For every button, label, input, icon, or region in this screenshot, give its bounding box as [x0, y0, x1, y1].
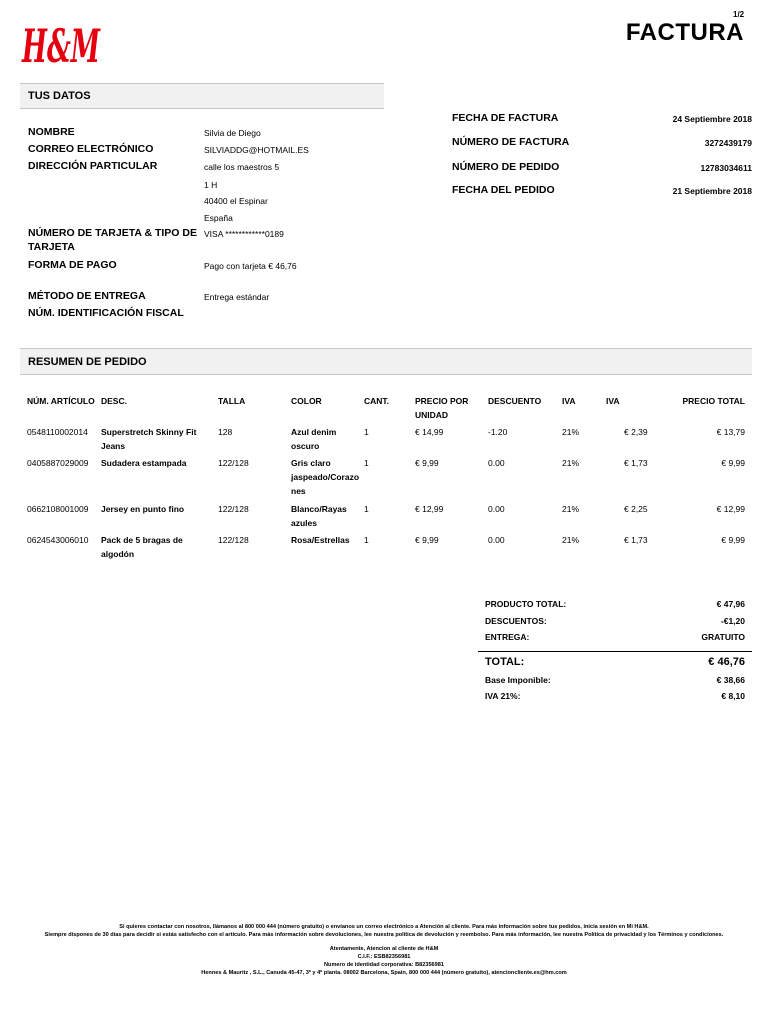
cell-article: 0548110002014: [27, 427, 88, 437]
name-label: NOMBRE: [28, 126, 75, 138]
footer-company-address: Hennes & Mauritz , S.L., Canuda 45-47, 3º y 4º planta. 08002 Barcelona, Spain, 800 000 444 (número gratuito), atencioncliente.es@hm.com: [201, 969, 567, 976]
column-header-discount: DESCUENTO: [488, 396, 542, 406]
cell-size: 122/128: [218, 504, 249, 514]
cell-unit-price: € 14,99: [415, 427, 444, 437]
cell-qty: 1: [364, 458, 369, 468]
discounts-value: -€1,20: [720, 616, 745, 626]
cell-size: 128: [218, 427, 233, 437]
footer-cif: C.I.F.: ESB82356981: [357, 954, 411, 961]
delivery-method-value: Entrega estándar: [204, 292, 270, 302]
grand-total-label: TOTAL:: [485, 656, 525, 668]
cell-discount: 0.00: [488, 458, 505, 468]
invoice-number-value: 3272439179: [704, 138, 752, 148]
footer-corporate-id: Numero de identidad corporativa: B82356981: [324, 961, 444, 968]
cell-total: € 13,79: [716, 427, 745, 437]
order-number-value: 12783034611: [700, 163, 752, 173]
cell-color-line-2: jaspeado/Corazo: [291, 472, 360, 482]
column-header-qty: CANT.: [364, 396, 390, 406]
cell-desc-line-2: algodón: [101, 549, 135, 559]
cell-discount: -1.20: [488, 427, 508, 437]
product-total-value: € 47,96: [716, 599, 745, 609]
cell-unit-price: € 9,99: [415, 535, 439, 545]
cell-qty: 1: [364, 427, 369, 437]
tax-id-label: NÚM. IDENTIFICACIÓN FISCAL: [28, 307, 184, 319]
tax-base-label: Base Imponible:: [485, 675, 551, 685]
cell-color: Gris claro: [291, 458, 331, 468]
cell-desc: Superstretch Skinny Fit: [101, 427, 197, 437]
cell-color: Rosa/Estrellas: [291, 535, 350, 545]
column-header-color: COLOR: [291, 396, 322, 406]
cell-discount: 0.00: [488, 535, 505, 545]
cell-vat-amount: € 2,25: [624, 504, 648, 514]
grand-total-value: € 46,76: [708, 656, 745, 668]
footer-returns-text: Siempre dispones de 30 días para decidir si estás satisfecho con el artículo. Para más información sobre devoluciones, lee nuestra política de devolución y reembolso. Para más información, lee nuestra Política de privacidad y los Términos y condiciones.: [44, 931, 724, 938]
address-line-2: 1 H: [204, 180, 218, 190]
column-header-unit-price: PRECIO POR: [415, 396, 469, 406]
card-value: VISA ************0189: [204, 229, 284, 239]
card-label-line-1: NÚMERO DE TARJETA & TIPO DE: [28, 227, 197, 239]
cell-vat-amount: € 1,73: [624, 535, 648, 545]
cell-desc-line-2: Jeans: [101, 441, 126, 451]
payment-value: Pago con tarjeta € 46,76: [204, 261, 297, 271]
cell-vat-amount: € 1,73: [624, 458, 648, 468]
cell-total: € 9,99: [721, 458, 745, 468]
cell-total: € 12,99: [716, 504, 745, 514]
column-header-vat-amount: IVA: [606, 396, 620, 406]
discounts-label: DESCUENTOS:: [485, 616, 547, 626]
cell-color-line-2: azules: [291, 518, 317, 528]
section-header-summary: RESUMEN DE PEDIDO: [20, 348, 752, 375]
cell-desc: Pack de 5 bragas de: [101, 535, 183, 545]
invoice-number-label: NÚMERO DE FACTURA: [452, 136, 570, 148]
address-line-4: España: [204, 213, 233, 223]
payment-label: FORMA DE PAGO: [28, 259, 117, 271]
cell-vat-rate: 21%: [562, 427, 580, 437]
email-value: SILVIADDG@HOTMAIL.ES: [204, 145, 309, 155]
cell-vat-amount: € 2,39: [624, 427, 648, 437]
column-header-vat-rate: IVA: [562, 396, 576, 406]
page-number: 1/2: [733, 10, 745, 19]
cell-desc: Jersey en punto fino: [101, 504, 185, 514]
cell-vat-rate: 21%: [562, 504, 580, 514]
column-header-total: PRECIO TOTAL: [682, 396, 745, 406]
delivery-total-value: GRATUITO: [701, 632, 745, 642]
vat-total-value: € 8,10: [721, 691, 745, 701]
delivery-total-label: ENTREGA:: [485, 632, 530, 642]
tax-base-value: € 38,66: [716, 675, 745, 685]
cell-size: 122/128: [218, 535, 249, 545]
cell-article: 0624543006010: [27, 535, 89, 545]
card-label-line-2: TARJETA: [28, 241, 75, 253]
cell-color: Blanco/Rayas: [291, 504, 347, 514]
invoice-date-label: FECHA DE FACTURA: [452, 112, 559, 124]
cell-discount: 0.00: [488, 504, 505, 514]
vat-total-label: IVA 21%:: [485, 691, 521, 701]
section-header-customer: TUS DATOS: [20, 83, 384, 109]
address-line-3: 40400 el Espinar: [204, 196, 268, 206]
column-header-unit-price-2: UNIDAD: [415, 410, 449, 420]
cell-unit-price: € 9,99: [415, 458, 439, 468]
document-title: FACTURA: [625, 19, 744, 46]
cell-qty: 1: [364, 535, 369, 545]
cell-vat-rate: 21%: [562, 458, 580, 468]
name-value: Silvia de Diego: [204, 128, 261, 138]
cell-unit-price: € 12,99: [415, 504, 444, 514]
order-date-label: FECHA DEL PEDIDO: [452, 184, 555, 196]
order-date-value: 21 Septiembre 2018: [672, 186, 752, 196]
cell-color-line-2: oscuro: [291, 441, 320, 451]
footer-signature: Atentamente, Atencion al cliente de H&M: [329, 946, 439, 953]
column-header-article: NÚM. ARTÍCULO: [27, 396, 95, 406]
address-label: DIRECCIÓN PARTICULAR: [28, 160, 158, 172]
cell-article: 0405887029009: [27, 458, 89, 468]
hm-logo: [20, 14, 102, 73]
svg-text:H&M: H&M: [20, 19, 102, 73]
cell-article: 0662108001009: [27, 504, 89, 514]
cell-vat-rate: 21%: [562, 535, 580, 545]
cell-color: Azul denim: [291, 427, 337, 437]
invoice-date-value: 24 Septiembre 2018: [672, 114, 752, 124]
cell-color-line-3: nes: [291, 486, 306, 496]
totals-divider: [478, 651, 752, 652]
footer: [30, 924, 738, 977]
delivery-method-label: MÉTODO DE ENTREGA: [28, 290, 146, 302]
footer-contact-text: Si quieres contactar con nosotros, llámanos al 800 000 444 (número gratuito) o envíanos un correo electrónico a Atención al cliente. Para más información sobre tus pedidos, inicia sesión en Mi H&M.: [119, 924, 649, 930]
cell-qty: 1: [364, 504, 369, 514]
order-number-label: NÚMERO DE PEDIDO: [452, 161, 560, 173]
column-header-size: TALLA: [218, 396, 246, 406]
cell-size: 122/128: [218, 458, 249, 468]
address-line-1: calle los maestros 5: [204, 162, 280, 172]
product-total-label: PRODUCTO TOTAL:: [485, 599, 567, 609]
cell-total: € 9,99: [721, 535, 745, 545]
column-header-desc: DESC.: [101, 396, 127, 406]
email-label: CORREO ELECTRÓNICO: [28, 143, 154, 155]
cell-desc: Sudadera estampada: [101, 458, 187, 468]
